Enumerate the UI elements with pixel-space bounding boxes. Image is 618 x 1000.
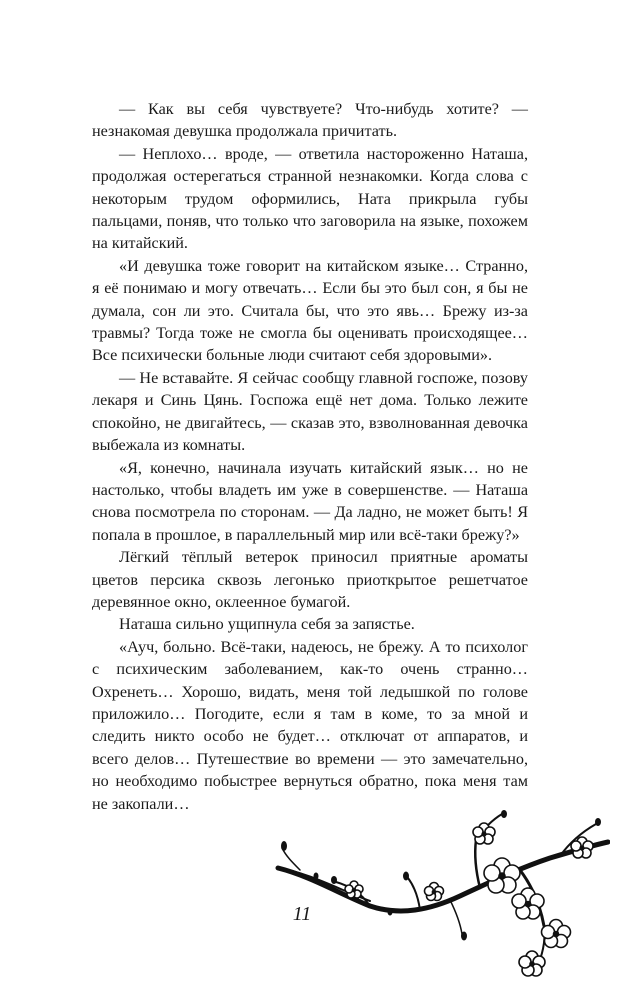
paragraph: Наташа сильно ущипнула себя за запястье. xyxy=(119,615,415,634)
paragraph: — Как вы себя чувствуете? Что-нибудь хотите? — незнакомая девушка продолжала причитать. xyxy=(92,100,528,141)
paragraph: «Ауч, больно. Всё-таки, надеюсь, не брежу. А то психолог с психическим заболеванием, как-то очень странно… Охренеть… Хорошо, видать, меня той ледышкой по голове приложило… Погодите, если я там в коме, то за мной и следить никто особо не будет… отключат от аппаратов, и всего делов… Путешествие во времени — это замечательно, но необходимо побыстрее вернуться обратно, пока меня там не закопали… xyxy=(92,637,528,813)
body-text xyxy=(92,98,528,815)
paragraph: — Неплохо… вроде, — ответила настороженно Наташа, продолжая остерегаться странной незнакомки. Когда слова с некоторым трудом оформились, Ната прикрыла губы пальцами, поняв, что только что заговорила на языке, похожем на китайский. xyxy=(92,144,528,253)
paragraph: «И девушка тоже говорит на китайском языке… Странно, я её понимаю и могу отвечать… Если бы это был сон, я бы не думала, сон ли это. Считала бы, что это явь… Брежу из-за травмы? Тогда тоже не смогла бы оценивать происходящее… Все психически больные люди считают себя здоровыми». xyxy=(92,256,528,365)
paragraph: — Не вставайте. Я сейчас сообщу главной госпоже, позову лекаря и Синь Цянь. Госпожа ещё нет дома. Только лежите спокойно, не двигайтесь, — сказав это, взволнованная девочка выбежала из комнаты. xyxy=(92,368,528,455)
page-number: 11 xyxy=(292,903,312,925)
paragraph: Лёгкий тёплый ветерок приносил приятные ароматы цветов персика сквозь легонько приоткрытое решетчатое деревянное окно, оклеенное бумагой. xyxy=(92,548,528,611)
paragraph: «Я, конечно, начинала изучать китайский язык… но не настолько, чтобы владеть им уже в совершенстве. — Наташа снова посмотрела по сторонам. — Да ладно, не может быть! Я попала в прошлое, в параллельный мир или всё-таки брежу?» xyxy=(92,458,528,544)
blossom-branch-icon xyxy=(270,806,610,996)
